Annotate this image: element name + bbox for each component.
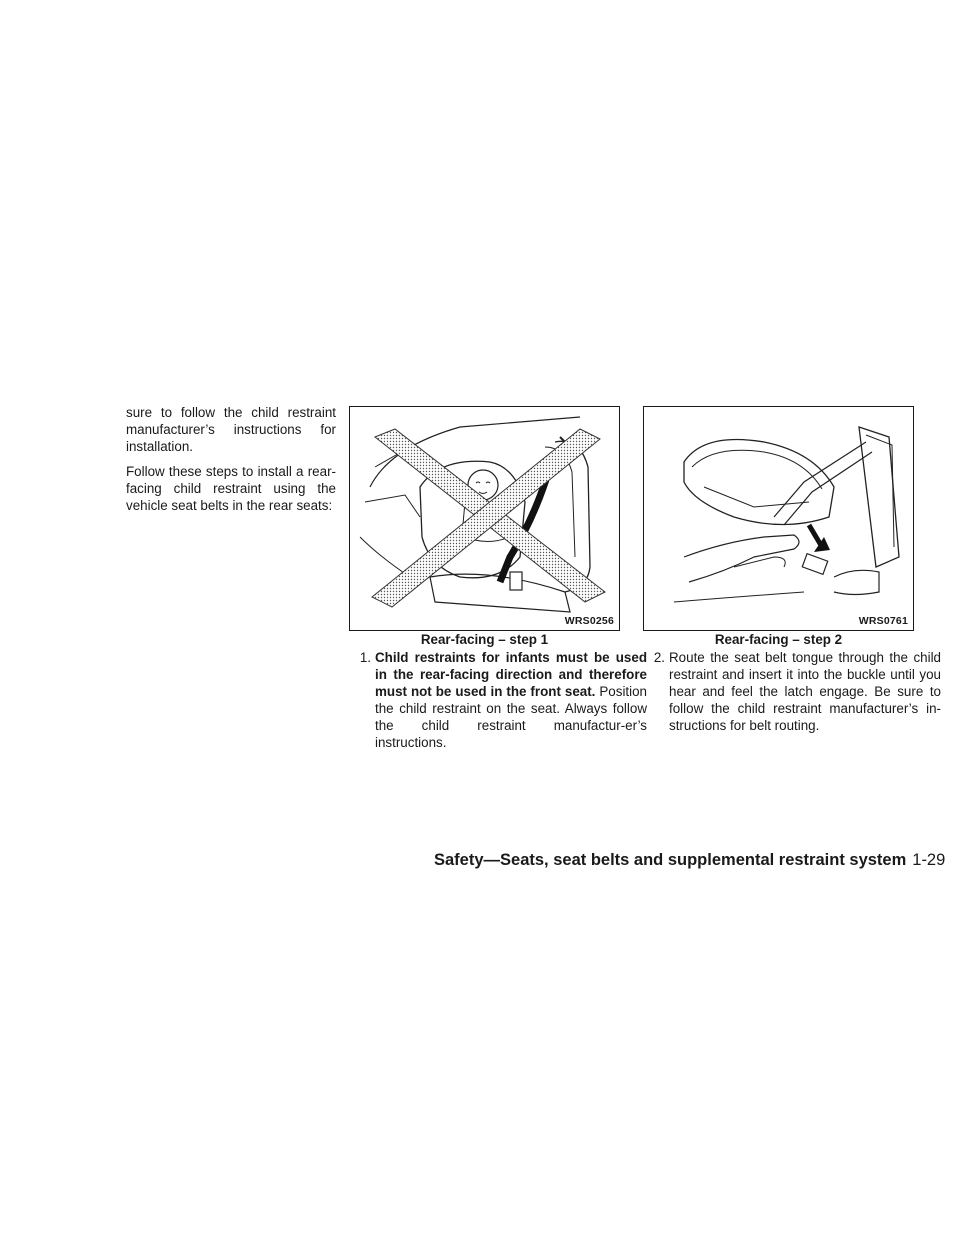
figure-caption: Rear-facing – step 2	[714, 632, 843, 647]
figure-rear-facing-step-1	[349, 406, 620, 631]
crossed-out-front-seat-illustration-icon	[350, 407, 620, 631]
step-1	[349, 649, 647, 751]
page-footer	[434, 851, 946, 870]
step-text: Position the child restraint on the seat. Always follow the child restraint manufactur-er’s instructions.	[375, 684, 648, 750]
step-number: 2.	[653, 650, 665, 665]
intro-paragraph-steps: Follow these steps to install a rear-facing child restraint using the vehicle seat belts in the rear seats:	[126, 464, 336, 513]
figure-caption: Rear-facing – step 1	[420, 632, 549, 647]
step-warning-text: Child restraints for infants must be used in the rear-facing direction and therefore must not be used in the front seat.	[375, 650, 647, 699]
intro-column	[126, 404, 336, 522]
step-number: 1.	[359, 650, 371, 665]
figure-code: WRS0761	[858, 615, 908, 627]
section-title: Safety—Seats, seat belts and supplemental restraint system	[434, 851, 907, 869]
page-number: 1-29	[912, 851, 946, 869]
step-2	[643, 649, 941, 734]
step-text: Route the seat belt tongue through the child restraint and insert it into the buckle until you hear and feel the latch engage. Be sure to follow the child restraint manufacturer’s in-structions for belt routing.	[669, 650, 941, 733]
figure-code: WRS0256	[564, 615, 614, 627]
seat-belt-buckle-insertion-illustration-icon	[644, 407, 914, 631]
figure-rear-facing-step-2	[643, 406, 914, 631]
intro-paragraph-continued: sure to follow the child restraint manufacturer’s instructions for installation.	[126, 405, 336, 454]
